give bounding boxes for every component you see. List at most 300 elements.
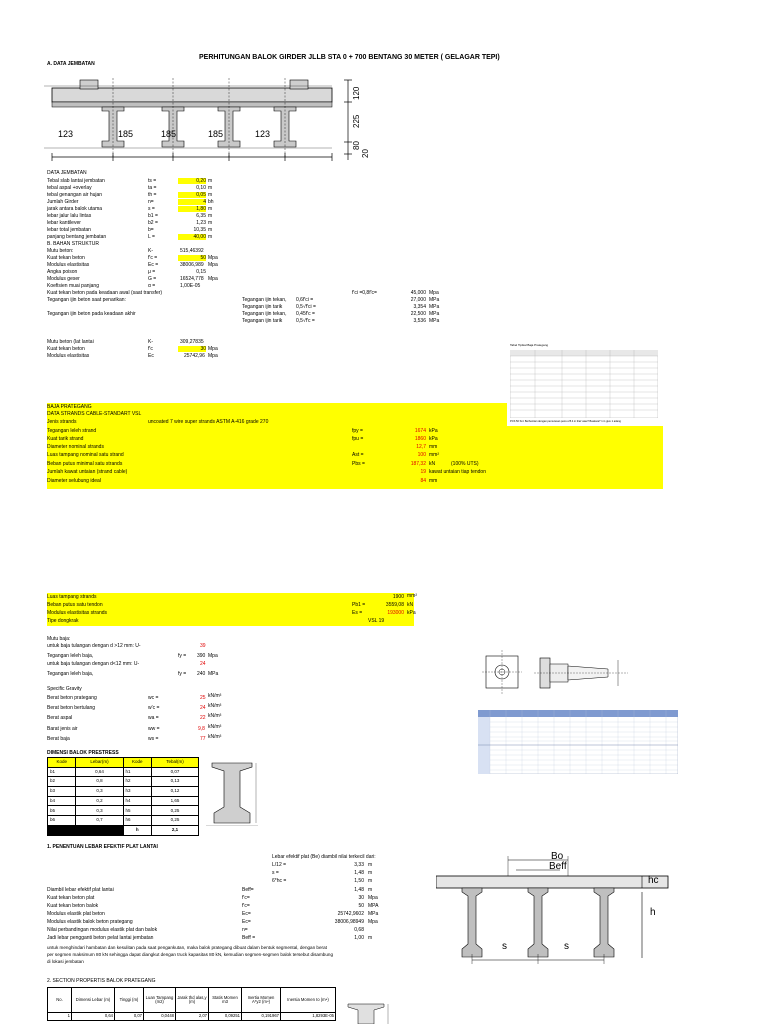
baja-heading: Mutu baja: bbox=[47, 636, 71, 642]
row-value: 1,48 bbox=[354, 870, 364, 876]
row-value: 3559,08 bbox=[385, 602, 404, 608]
row-label: Berat beton bertulang bbox=[47, 705, 96, 711]
row-label: Jadi lebar pengganti beton pelat lantai jembatan bbox=[47, 935, 154, 941]
row-unit: mm² bbox=[429, 452, 439, 458]
row-extra: (100% UTS) bbox=[451, 461, 479, 467]
table-cell: 0,09251 bbox=[209, 1013, 242, 1021]
table-cell: h5 bbox=[123, 806, 151, 816]
diagram-label: h bbox=[650, 907, 656, 918]
row-value: 25742,96 bbox=[184, 353, 205, 359]
row-label: Tegangan ijin beton saat penarikan: bbox=[47, 297, 126, 303]
row-label: lebar total jembatan bbox=[47, 227, 91, 233]
table-cell: h1 bbox=[123, 767, 151, 777]
row-unit: kPa bbox=[429, 428, 438, 434]
table-cell: h6 bbox=[123, 816, 151, 826]
section-a-heading: A. DATA JEMBATAN bbox=[47, 61, 95, 67]
row-symbol: μ = bbox=[148, 269, 156, 275]
row-symbol: n= bbox=[242, 927, 248, 933]
table-row bbox=[48, 816, 199, 826]
bridge-cross-section-drawing bbox=[40, 78, 370, 168]
row-symbol: ww = bbox=[148, 726, 160, 732]
diagram-label: Bo bbox=[551, 851, 564, 862]
gravity-heading: Specific Gravity bbox=[47, 686, 82, 692]
row-label: lebar jalur lalu lintas bbox=[47, 213, 92, 219]
table-cell: h3 bbox=[123, 787, 151, 797]
row-symbol: Beff= bbox=[242, 887, 254, 893]
table-cell: 0,3 bbox=[76, 787, 123, 797]
table-cell: 0,64 bbox=[72, 1013, 115, 1021]
anchorage-drawing bbox=[478, 642, 638, 704]
row-unit: mm bbox=[429, 478, 438, 484]
row-label: Jumlah kawat untaian (strand cable) bbox=[47, 469, 128, 475]
row-unit: Mpa bbox=[368, 919, 378, 925]
row-symbol: K- bbox=[148, 339, 153, 345]
row-value: 22 bbox=[200, 715, 206, 721]
row-unit: m bbox=[208, 234, 213, 240]
dim-label: 185 bbox=[161, 129, 177, 139]
dim-label: 185 bbox=[208, 129, 224, 139]
row-symbol: Es = bbox=[352, 610, 363, 616]
dim-label: 185 bbox=[118, 129, 134, 139]
column-header: Kode bbox=[123, 758, 151, 768]
row-unit: Mpa bbox=[208, 653, 218, 659]
reference-table-grid bbox=[510, 350, 658, 418]
row-symbol: 0,45f'c = bbox=[296, 311, 315, 317]
table-header-row bbox=[48, 758, 199, 768]
table-cell: 0,3 bbox=[76, 806, 123, 816]
row-unit: Mpa bbox=[208, 255, 218, 261]
table-header-row bbox=[48, 988, 336, 1013]
row-value: 240 bbox=[197, 671, 206, 677]
row-value: 50 bbox=[358, 903, 364, 909]
column-header: No. bbox=[48, 988, 72, 1013]
column-header: Inersia Momen Io (m⁴) bbox=[281, 988, 336, 1013]
anchorage-table-grid bbox=[478, 710, 678, 774]
dim-label: 123 bbox=[58, 129, 74, 139]
row-label: Tebal slab lantai jembatan bbox=[47, 178, 105, 184]
row-unit: kawat untaian tiap tendon bbox=[429, 469, 486, 475]
row-value: uncoated 7 wire super strands ASTM A-416 grade 270 bbox=[148, 419, 269, 425]
row-unit: mm bbox=[429, 444, 438, 450]
row-symbol: f'ci =0,8f'c= bbox=[352, 290, 377, 296]
row-value: 1674 bbox=[414, 428, 426, 434]
note-line: untuk menghindari hambatan dan kesulitan pada saat pengankutan, maka balok prategang dibuat dalam bentuk segmental, dengan berat bbox=[47, 945, 327, 950]
section-girder-sketch bbox=[342, 1002, 392, 1024]
row-unit: m bbox=[368, 935, 373, 941]
row-symbol: ts = bbox=[148, 178, 157, 184]
row-symbol: 0,6f'ci = bbox=[296, 297, 314, 303]
prategang-subheading: DATA STRANDS CABLE-STANDART VSL bbox=[47, 411, 142, 417]
table-row bbox=[48, 1013, 336, 1021]
row-symbol: 0,5√f'ci = bbox=[296, 304, 316, 310]
row-label: Mutu beton (lat lantai bbox=[47, 339, 94, 345]
column-header: Statis Momen m3 bbox=[209, 988, 242, 1013]
row-unit: Mpa bbox=[429, 290, 439, 296]
row-label: tebal aspal +overlay bbox=[47, 185, 92, 191]
row-label: Diameter selubung ideal bbox=[47, 478, 101, 484]
row-value: 515,46392 bbox=[180, 248, 204, 254]
column-header: Dimensi Lebar (m) bbox=[72, 988, 115, 1013]
table-cell: 0,25 bbox=[151, 806, 198, 816]
table-cell: 1 bbox=[48, 1013, 72, 1021]
table-cell: b1 bbox=[48, 767, 76, 777]
table-cell: b4 bbox=[48, 796, 76, 806]
table-row bbox=[48, 787, 199, 797]
table-total-row bbox=[48, 825, 199, 835]
row-symbol: f'c= bbox=[242, 895, 250, 901]
row-symbol: Ec = bbox=[148, 262, 159, 268]
row-unit: MPa bbox=[429, 297, 440, 303]
row-unit: kN bbox=[429, 461, 436, 467]
row-symbol: Pb1 = bbox=[352, 602, 366, 608]
row-value: 45,000 bbox=[410, 290, 426, 296]
row-value: 84 bbox=[420, 478, 426, 484]
row-symbol: 0,5√f'c = bbox=[296, 318, 315, 324]
row-value: 12,7 bbox=[416, 444, 426, 450]
baja-prategang-reference-table bbox=[508, 342, 663, 426]
row-unit: m bbox=[208, 192, 213, 198]
diagram-label: hc bbox=[648, 875, 659, 886]
row-symbol: b2 = bbox=[148, 220, 158, 226]
row-label: Tegangan ijin tarik bbox=[242, 304, 283, 310]
table-cell: 2,1 bbox=[151, 825, 198, 835]
row-unit: kN/m³ bbox=[208, 713, 222, 719]
row-value: 0,15 bbox=[196, 269, 206, 275]
row-label: Berat beton prategang bbox=[47, 695, 97, 701]
section-props-heading: 2. SECTION PROPERTIS BALOK PRATEGANG bbox=[47, 978, 156, 984]
row-unit: m bbox=[208, 213, 213, 219]
table-note: PCS 50 Sni: Berhentian dengan pemutusan pemu 25.4 in that' atau? Baskara? 1 in give 1 adang bbox=[510, 420, 621, 423]
column-header: Kode bbox=[48, 758, 76, 768]
table-cell bbox=[48, 825, 76, 835]
page-title: PERHITUNGAN BALOK GIRDER JLLB STA 0 + 700 BENTANG 30 METER ( GELAGAR TEPI) bbox=[199, 54, 500, 61]
row-value: 22,500 bbox=[410, 311, 426, 317]
row-label: Jumlah Girder bbox=[47, 199, 79, 205]
row-value: 25 bbox=[200, 695, 206, 701]
column-header: Luan Tampang (m2) bbox=[144, 988, 176, 1013]
row-unit: kN/m³ bbox=[208, 693, 222, 699]
row-value: 0,68 bbox=[354, 927, 364, 933]
row-symbol: L/12 = bbox=[272, 862, 287, 868]
row-value: 9,8 bbox=[198, 726, 205, 732]
row-symbol: wc = bbox=[148, 695, 159, 701]
row-value: VSL 19 bbox=[368, 618, 385, 624]
row-symbol: fpu = bbox=[352, 436, 364, 442]
row-value: 77 bbox=[200, 736, 206, 742]
row-label: Diameter nominal strands bbox=[47, 444, 104, 450]
row-value: 1900 bbox=[392, 594, 404, 600]
row-label: untuk baja tulangan dengan d >12 mm: U- bbox=[47, 643, 141, 649]
row-value: 1860 bbox=[414, 436, 426, 442]
row-unit: bh bbox=[208, 199, 214, 205]
row-symbol: f'c= bbox=[242, 903, 250, 909]
row-label: Barat jenis air bbox=[47, 726, 78, 732]
column-header: Tinggi (m) bbox=[115, 988, 144, 1013]
row-value: 6,35 bbox=[196, 213, 206, 219]
row-unit: Mpa bbox=[208, 262, 218, 268]
column-header: Inertia Momen A*y2 (m⁴) bbox=[242, 988, 281, 1013]
row-value: 1,80 bbox=[178, 206, 206, 212]
row-unit: Mpa bbox=[368, 895, 378, 901]
anchorage-reference-table bbox=[478, 710, 678, 774]
row-symbol: Ast = bbox=[352, 452, 364, 458]
table-cell bbox=[76, 825, 123, 835]
row-symbol: Beff = bbox=[242, 935, 256, 941]
row-value: 10,35 bbox=[193, 227, 206, 233]
row-unit: kN bbox=[407, 602, 414, 608]
table-caption: Tabel Tipikal Baja Prategang bbox=[510, 343, 549, 347]
row-value: 1,23 bbox=[196, 220, 206, 226]
row-label: Modulus elastisitas strands bbox=[47, 610, 108, 616]
table-cell: b5 bbox=[48, 806, 76, 816]
table-cell: 0,8 bbox=[76, 777, 123, 787]
row-label: Berat aspal bbox=[47, 715, 73, 721]
row-unit: kPa bbox=[407, 610, 416, 616]
row-symbol: fy = bbox=[178, 653, 187, 659]
row-symbol: b= bbox=[148, 227, 154, 233]
row-symbol: K- bbox=[148, 248, 153, 254]
row-symbol: fpy = bbox=[352, 428, 363, 434]
row-value: 3,354 bbox=[413, 304, 426, 310]
row-symbol: th = bbox=[148, 192, 157, 198]
row-value: 27,000 bbox=[410, 297, 426, 303]
table-cell: 1,8293E-05 bbox=[281, 1013, 336, 1021]
row-symbol: f'c bbox=[148, 346, 153, 352]
lebar-efektif-heading: 1. PENENTUAN LEBAR EFEKTIF PLAT LANTAI bbox=[47, 844, 158, 850]
row-value: 38006,98949 bbox=[334, 919, 364, 925]
row-unit: Mpa bbox=[208, 346, 218, 352]
row-unit: Mpa bbox=[208, 276, 218, 282]
row-value: 39 bbox=[200, 643, 206, 649]
table-cell: 0,12 bbox=[151, 787, 198, 797]
row-unit: kN/m³ bbox=[208, 724, 222, 730]
row-value: 24 bbox=[200, 661, 206, 667]
girder-section-sketch bbox=[202, 760, 262, 826]
row-value: 1,00E-05 bbox=[180, 283, 201, 289]
row-unit: mm² bbox=[407, 593, 417, 599]
row-unit: m bbox=[368, 887, 373, 893]
row-unit: m bbox=[208, 178, 213, 184]
diagram-label: Beff bbox=[549, 861, 567, 872]
row-label: tebal genangan air hujan bbox=[47, 192, 103, 198]
note-line: per segmen maksimum 80 kN sehingga dapat diangkut dengan truck kapasitas 80 kN, kemudian segmen-segmen balok tersebut disambung bbox=[47, 952, 333, 957]
row-value: 30 bbox=[358, 895, 364, 901]
row-value: 0,05 bbox=[178, 192, 206, 198]
table-row bbox=[48, 777, 199, 787]
row-label: Angka poison bbox=[47, 269, 78, 275]
row-unit: m bbox=[208, 185, 213, 191]
row-symbol: fy = bbox=[178, 671, 187, 677]
row-label: Mutu beton: bbox=[47, 248, 74, 254]
row-label: Kuat tarik strand bbox=[47, 436, 84, 442]
row-symbol: ws = bbox=[148, 736, 159, 742]
table-cell: 1,65 bbox=[151, 796, 198, 806]
row-label: Tegangan leleh baja, bbox=[47, 671, 94, 677]
row-label: Modulus elastisitas bbox=[47, 353, 90, 359]
column-header: Jarak thd alas,y (m) bbox=[176, 988, 209, 1013]
row-value: 100 bbox=[417, 452, 426, 458]
table-cell: 0,25 bbox=[151, 816, 198, 826]
row-value: 390 bbox=[197, 653, 206, 659]
row-label: Luas tampang nominal satu strand bbox=[47, 452, 124, 458]
row-label: Kuat tekan beton bbox=[47, 346, 85, 352]
row-value: 0,10 bbox=[196, 185, 206, 191]
table-cell: 0,2 bbox=[76, 796, 123, 806]
row-symbol: Ec= bbox=[242, 911, 251, 917]
table-row bbox=[48, 796, 199, 806]
row-unit: MPa bbox=[429, 304, 440, 310]
dimensi-heading: DIMENSI BALOK PRESTRESS bbox=[47, 750, 119, 756]
row-value: 4 bbox=[178, 199, 206, 205]
row-value: 187,32 bbox=[410, 461, 426, 467]
table-cell: h bbox=[123, 825, 151, 835]
row-symbol: ta = bbox=[148, 185, 157, 191]
table-cell: 0,0448 bbox=[144, 1013, 176, 1021]
row-label: Modulus elastisitas bbox=[47, 262, 90, 268]
baja-prategang-band-right bbox=[507, 426, 663, 489]
row-unit: MPa bbox=[368, 911, 379, 917]
row-label: Nilai perbandingan modulus elastik plat dan balok bbox=[47, 927, 158, 933]
row-symbol: G = bbox=[148, 276, 157, 282]
row-label: Tegangan ijin tarik bbox=[242, 318, 283, 324]
row-label: Beban putus satu tendon bbox=[47, 602, 103, 608]
row-symbol: w'c = bbox=[148, 705, 160, 711]
dim-label: 20 bbox=[361, 149, 370, 158]
row-value: 0,20 bbox=[178, 178, 206, 184]
table-cell: 0,64 bbox=[76, 767, 123, 777]
row-unit: m bbox=[368, 870, 373, 876]
row-symbol: Ec bbox=[148, 353, 154, 359]
row-label: panjang bentang jembatan bbox=[47, 234, 107, 240]
row-label: Modulus elastik plat beton bbox=[47, 911, 105, 917]
row-symbol: Pbs = bbox=[352, 461, 365, 467]
table-cell: b2 bbox=[48, 777, 76, 787]
row-label: Tegangan leleh strand bbox=[47, 428, 97, 434]
row-value: 16524,778 bbox=[180, 276, 204, 282]
row-value: 50 bbox=[178, 255, 206, 261]
row-value: 19 bbox=[420, 469, 426, 475]
row-value: 309,27835 bbox=[180, 339, 204, 345]
row-unit: m bbox=[208, 227, 213, 233]
table-cell: b3 bbox=[48, 787, 76, 797]
diagram-label: s bbox=[502, 941, 507, 952]
row-label: Tegangan ijin beton pada keadaan akhir bbox=[47, 311, 136, 317]
row-value: 1,48 bbox=[354, 887, 364, 893]
row-value: 1,00 bbox=[354, 935, 364, 941]
row-label: Kuat tekan beton pada keadaan awal (saat transfer) bbox=[47, 290, 163, 296]
dim-label: 80 bbox=[352, 141, 361, 150]
row-unit: m bbox=[208, 206, 213, 212]
lebar-efektif-intro: Lebar efektif plat (Be) diambil nilai terkecil dari: bbox=[272, 854, 376, 860]
row-label: Berat baja bbox=[47, 736, 70, 742]
table-cell: 0,07 bbox=[115, 1013, 144, 1021]
row-symbol: Ec= bbox=[242, 919, 251, 925]
row-label: Jenis strands bbox=[47, 419, 77, 425]
table-cell: 0,191967 bbox=[242, 1013, 281, 1021]
row-value: 193000 bbox=[387, 610, 404, 616]
row-unit: m bbox=[368, 862, 373, 868]
row-unit: kN/m³ bbox=[208, 734, 222, 740]
row-symbol: α = bbox=[148, 283, 156, 289]
row-label: untuk baja tulangan dengan d<12 mm: U- bbox=[47, 661, 140, 667]
row-label: Luas tampang strands bbox=[47, 594, 97, 600]
row-value: 38006,989 bbox=[180, 262, 204, 268]
row-label: Modulus elastik balok beton prategang bbox=[47, 919, 133, 925]
row-symbol: b1 = bbox=[148, 213, 158, 219]
row-label: Kuat tekan beton plat bbox=[47, 895, 95, 901]
row-value: 40,00 bbox=[178, 234, 206, 240]
dim-label: 123 bbox=[255, 129, 271, 139]
dimensi-table bbox=[47, 757, 199, 836]
table-cell: 0,7 bbox=[76, 816, 123, 826]
row-label: Diambil lebar efektif plat lantai bbox=[47, 887, 114, 893]
section-props-table bbox=[47, 987, 336, 1021]
table-cell: h2 bbox=[123, 777, 151, 787]
row-unit: MPa bbox=[208, 671, 219, 677]
table-row bbox=[48, 767, 199, 777]
table-row bbox=[48, 806, 199, 816]
data-jembatan-heading: DATA JEMBATAN bbox=[47, 170, 87, 176]
table-cell: h4 bbox=[123, 796, 151, 806]
row-unit: kPa bbox=[429, 436, 438, 442]
dim-label: 120 bbox=[352, 86, 361, 100]
row-unit: m bbox=[368, 878, 373, 884]
row-unit: MPa bbox=[429, 318, 440, 324]
column-header: Lebar(m) bbox=[76, 758, 123, 768]
row-value: 24 bbox=[200, 705, 206, 711]
row-symbol: n= bbox=[148, 199, 154, 205]
row-value: 3,536 bbox=[413, 318, 426, 324]
row-value: 30 bbox=[178, 346, 206, 352]
row-label: lebar kantilever bbox=[47, 220, 81, 226]
row-value: 3,33 bbox=[354, 862, 364, 868]
row-symbol: f'c = bbox=[148, 255, 158, 261]
table-cell: 0,13 bbox=[151, 777, 198, 787]
table-cell: 2,07 bbox=[176, 1013, 209, 1021]
column-header: Tebal(m) bbox=[151, 758, 198, 768]
row-value: 1,50 bbox=[354, 878, 364, 884]
row-unit: kN/m³ bbox=[208, 703, 222, 709]
prategang-heading: BAJA PRATEGANG bbox=[47, 404, 92, 410]
row-unit: Mpa bbox=[208, 353, 218, 359]
row-label: Modulus geser bbox=[47, 276, 80, 282]
row-label: Beban putus minimal satu strands bbox=[47, 461, 123, 467]
row-label: Tegangan leleh baja, bbox=[47, 653, 94, 659]
row-symbol: wa = bbox=[148, 715, 159, 721]
row-symbol: s = bbox=[148, 206, 155, 212]
row-label: Tegangan ijin tekan, bbox=[242, 311, 287, 317]
row-unit: m bbox=[208, 220, 213, 226]
row-symbol: L = bbox=[148, 234, 155, 240]
row-label: Tipe dongkrak bbox=[47, 618, 79, 624]
table-cell: 0,07 bbox=[151, 767, 198, 777]
bahan-heading: B. BAHAN STRUKTUR bbox=[47, 241, 99, 247]
row-unit: MPa bbox=[429, 311, 440, 317]
row-label: Kuat tekan beton bbox=[47, 255, 85, 261]
note-line: di lokasi jembatan bbox=[47, 959, 84, 964]
row-symbol: s = bbox=[272, 870, 279, 876]
diagram-label: s bbox=[564, 941, 569, 952]
row-symbol: 6*hc = bbox=[272, 878, 287, 884]
row-label: Tegangan ijin tekan, bbox=[242, 297, 287, 303]
row-value: 25742,9602 bbox=[337, 911, 364, 917]
table-cell: b6 bbox=[48, 816, 76, 826]
row-unit: MPA bbox=[368, 903, 379, 909]
row-label: jarak antara balok utama bbox=[47, 206, 103, 212]
row-label: Koefisien muai panjang bbox=[47, 283, 99, 289]
dim-label: 225 bbox=[352, 114, 361, 128]
row-label: Kuat tekan beton balok bbox=[47, 903, 99, 909]
